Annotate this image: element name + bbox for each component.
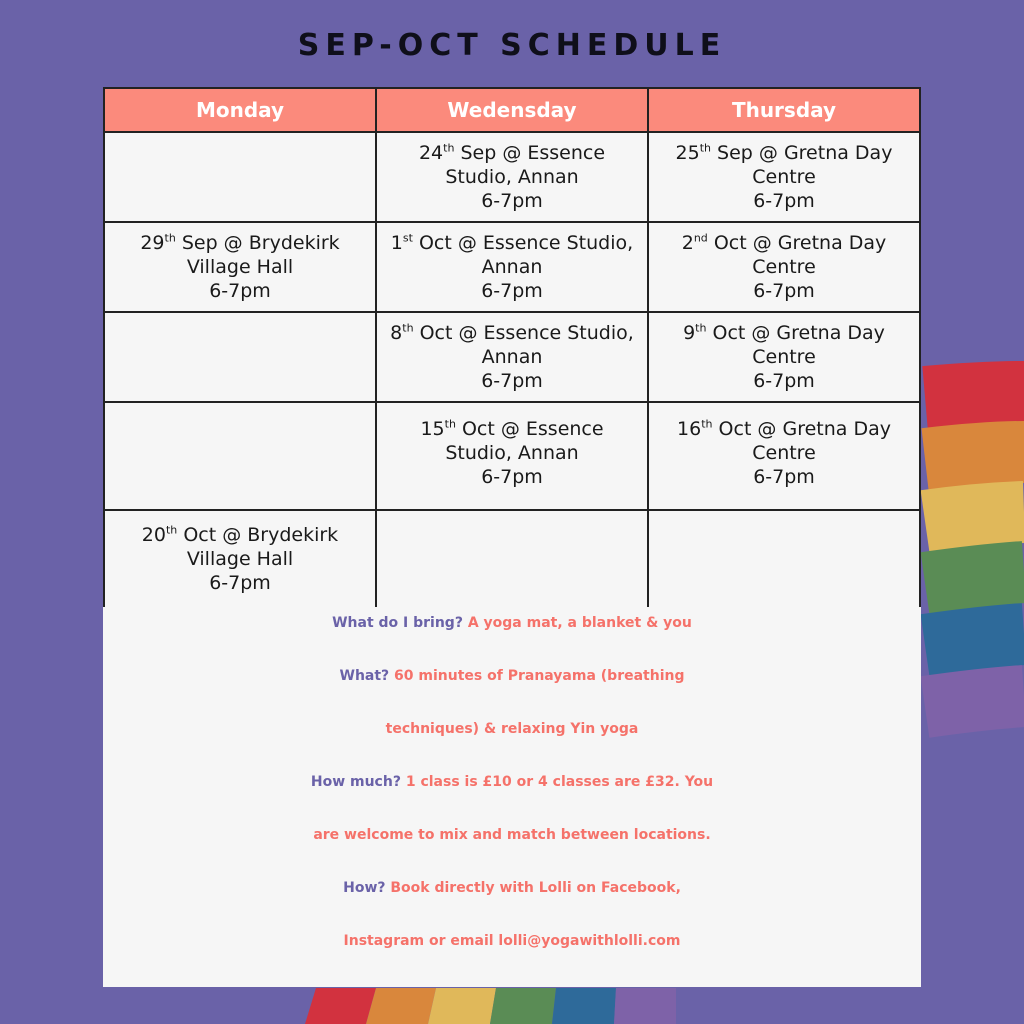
page-title: SEP-OCT SCHEDULE: [297, 28, 727, 63]
cell-empty: [104, 312, 376, 402]
rainbow-stripe-purple: [614, 988, 676, 1024]
info-question: What do I bring?: [332, 615, 463, 631]
cell-class-session: 1st Oct @ Essence Studio, Annan 6-7pm: [376, 222, 648, 312]
info-question: How?: [343, 880, 386, 896]
info-booking-line: [103, 880, 921, 896]
header-wednesday: Wedensday: [376, 88, 648, 132]
info-answer: techniques) & relaxing Yin yoga: [385, 721, 639, 737]
info-answer: A yoga mat, a blanket & you: [462, 615, 692, 631]
cell-class-session: 16th Oct @ Gretna Day Centre 6-7pm: [648, 402, 920, 510]
rainbow-stripe-yellow: [428, 988, 496, 1024]
info-bring-line: [103, 615, 921, 631]
info-answer: 1 class is £10 or 4 classes are £32. You: [400, 774, 714, 790]
schedule-row: [104, 132, 920, 222]
cell-class-session: 8th Oct @ Essence Studio, Annan 6-7pm: [376, 312, 648, 402]
info-price-line-2: [103, 827, 921, 843]
schedule-header-row: [104, 88, 920, 132]
schedule-row: [104, 510, 920, 616]
info-answer: are welcome to mix and match between locations.: [313, 827, 711, 843]
cell-class-session: 9th Oct @ Gretna Day Centre 6-7pm: [648, 312, 920, 402]
info-booking-line-2: [103, 933, 921, 949]
cell-class-session: 29th Sep @ Brydekirk Village Hall 6-7pm: [104, 222, 376, 312]
rainbow-stripe-blue: [552, 988, 616, 1024]
schedule-row: [104, 222, 920, 312]
cell-empty: [104, 402, 376, 510]
cell-class-session: 15th Oct @ Essence Studio, Annan 6-7pm: [376, 402, 648, 510]
info-question: What?: [339, 668, 390, 684]
info-price-line: [103, 774, 921, 790]
header-monday: Monday: [104, 88, 376, 132]
cell-class-session: 24th Sep @ Essence Studio, Annan 6-7pm: [376, 132, 648, 222]
rainbow-stripe-orange: [366, 988, 436, 1024]
info-answer: 60 minutes of Pranayama (breathing: [389, 668, 685, 684]
cell-empty: [376, 510, 648, 616]
cell-class-session: 25th Sep @ Gretna Day Centre 6-7pm: [648, 132, 920, 222]
cell-class-session: 2nd Oct @ Gretna Day Centre 6-7pm: [648, 222, 920, 312]
cell-class-session: 20th Oct @ Brydekirk Village Hall 6-7pm: [104, 510, 376, 616]
cell-empty: [648, 510, 920, 616]
header-thursday: Thursday: [648, 88, 920, 132]
schedule-table: [103, 87, 921, 617]
info-question: How much?: [310, 774, 401, 790]
rainbow-stripe-green: [490, 988, 556, 1024]
schedule-row: [104, 312, 920, 402]
cell-empty: [104, 132, 376, 222]
schedule-row: [104, 402, 920, 510]
info-what-line-2: [103, 721, 921, 737]
info-panel: [103, 607, 921, 987]
info-what-line: [103, 668, 921, 684]
info-answer: Instagram or email lolli@yogawithlolli.com: [343, 933, 681, 949]
info-answer: Book directly with Lolli on Facebook,: [385, 880, 681, 896]
rainbow-stripe-red: [305, 988, 376, 1024]
